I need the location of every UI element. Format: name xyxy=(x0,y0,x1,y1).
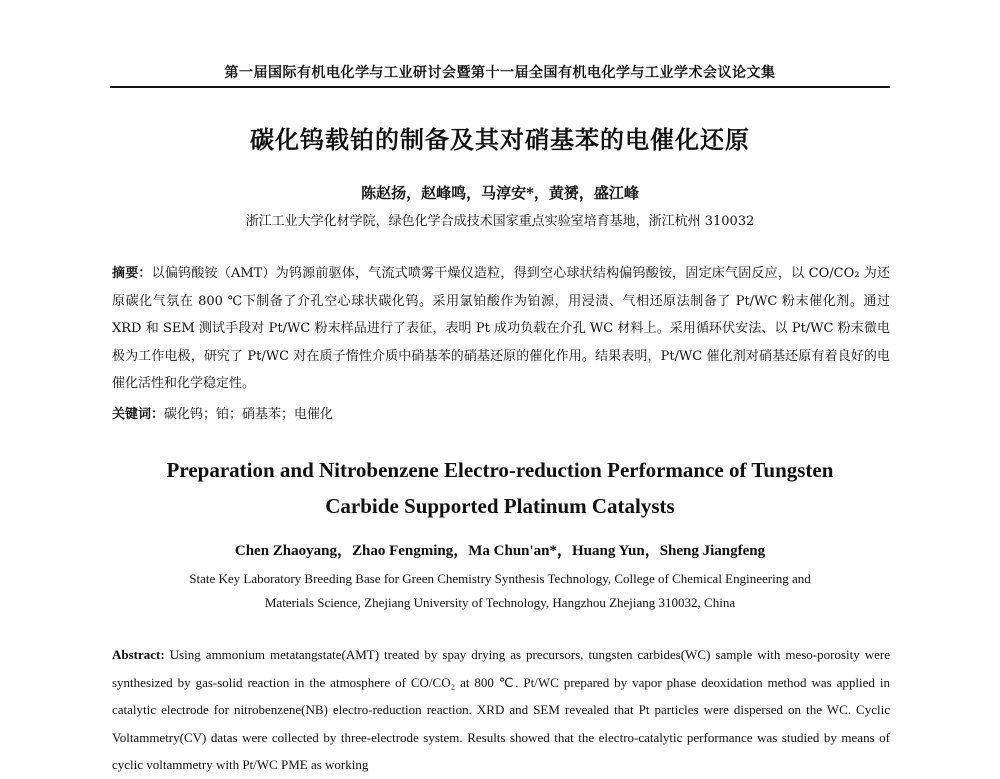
abstract-text-chinese: 以偏钨酸铵（AMT）为钨源前驱体，气流式喷雾干燥仪造粒，得到空心球状结构偏钨酸铵，固定床气固反应，以 CO/CO₂ 为还原碳化气氛在 800 ℃下制备了介孔空心球状碳化钨。采用氯铂酸作为铂源，用浸渍、气相还原法制备了 Pt/WC 粉末催化剂。通过 XRD 和 SEM 测试手段对 Pt/WC 粉末样品进行了表征，表明 Pt 成功负载在介孔 WC 材料上。采用循环伏安法、以 Pt/WC 粉末微电极为工作电极，研究了 Pt/WC 对在质子惰性介质中硝基苯的硝基还原的催化作用。结果表明，Pt/WC 催化剂对硝基还原有着良好的电催化活性和化学稳定性。 xyxy=(112,266,890,391)
header-rule xyxy=(110,86,890,88)
affiliation-english-line-1: State Key Laboratory Breeding Base for Green Chemistry Synthesis Technology, College of Chemical Engineering and xyxy=(189,571,811,586)
keywords-text-chinese: 碳化钨；铂；硝基苯；电催化 xyxy=(164,407,334,422)
affiliation-english xyxy=(130,567,870,615)
affiliation-chinese: 浙江工业大学化材学院，绿色化学合成技术国家重点实验室培育基地，浙江杭州 310032 xyxy=(245,214,755,229)
paper-title-english xyxy=(0,452,1000,524)
abstract-english xyxy=(112,641,891,772)
paper-title-chinese: 碳化钨载铂的制备及其对硝基苯的电催化还原 xyxy=(250,126,750,154)
title-english-line-2: Carbide Supported Platinum Catalysts xyxy=(325,494,675,518)
abstract-text-english: Using ammonium metatangstate(AMT) treated by spay drying as precursors, tungsten carbides(WC) sample with meso-porosity were synthesized by gas-solid reaction in the atmosphere of CO/CO₂ at 800 ℃. Pt/WC prepared by vapor phase deoxidation method was applied in catalytic electrode for nitrobenzene(NB) electro-reduction reaction. XRD and SEM revealed that Pt particles were dispersed on the WC. Cyclic Voltammetry(CV) datas were collected by three-electrode system. Results showed that the electro-catalytic performance was studied by means of cyclic voltammetry with Pt/WC PME as working xyxy=(112,647,891,772)
authors-english: Chen Zhaoyang，Zhao Fengming，Ma Chun'an*，Huang Yun，Sheng Jiangfeng xyxy=(234,543,766,559)
running-header: 第一届国际有机电化学与工业研讨会暨第十一届全国有机电化学与工业学术会议论文集 xyxy=(224,65,776,81)
abstract-chinese xyxy=(112,260,890,398)
affiliation-english-line-2: Materials Science, Zhejiang University of Technology, Hangzhou Zhejiang 310032, China xyxy=(264,595,736,610)
abstract-label-chinese: 摘要： xyxy=(112,266,152,281)
abstract-label-english: Abstract: xyxy=(112,647,165,662)
keywords-chinese xyxy=(112,404,890,426)
keywords-label-chinese: 关键词： xyxy=(112,407,165,422)
authors-chinese: 陈赵扬，赵峰鸣，马淳安*，黄赟，盛江峰 xyxy=(361,184,639,202)
title-english-line-1: Preparation and Nitrobenzene Electro-reduction Performance of Tungsten xyxy=(166,458,834,482)
